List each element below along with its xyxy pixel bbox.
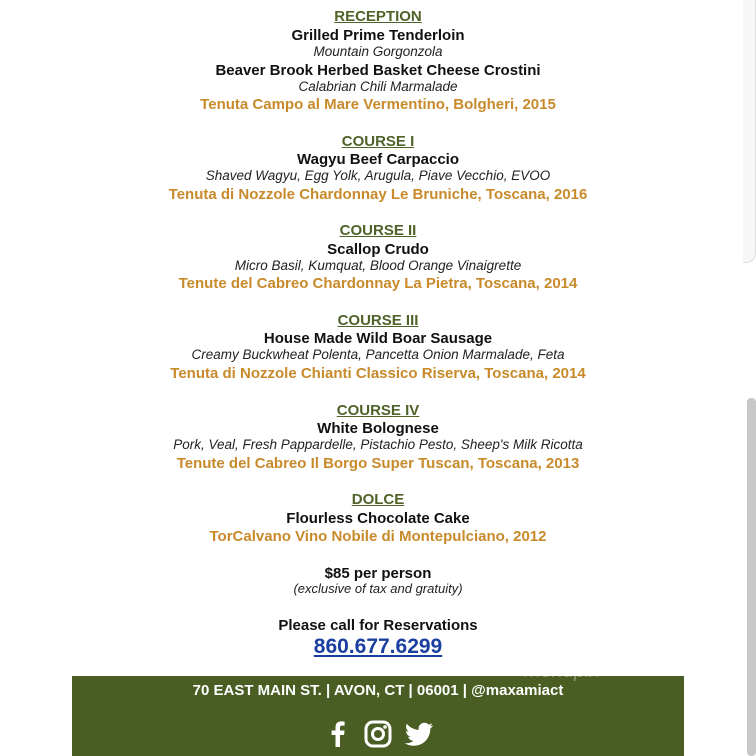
- social-icons: [72, 720, 684, 748]
- section-heading-course-1: COURSE I: [341, 133, 415, 150]
- footer-address: 70 EAST MAIN ST. | AVON, CT | 06001 | @maxamiact: [192, 682, 564, 699]
- dish-name: House Made Wild Boar Sausage: [263, 330, 493, 347]
- dish-description: Calabrian Chili Marmalade: [298, 79, 458, 94]
- phone-row: [0, 635, 756, 659]
- section-heading-reception: RECEPTION: [334, 8, 422, 25]
- section-heading-dolce: DOLCE: [351, 491, 405, 508]
- dish-name: White Bolognese: [317, 420, 439, 437]
- dish-description: Pork, Veal, Fresh Pappardelle, Pistachio Pesto, Sheep's Milk Ricotta: [173, 437, 583, 452]
- price: $85 per person: [324, 565, 432, 582]
- wine-pairing: Tenuta Campo al Mare Vermentino, Bolgheri, 2015: [200, 96, 556, 113]
- dish-description: Micro Basil, Kumquat, Blood Orange Vinaigrette: [234, 258, 522, 273]
- dish-name: Flourless Chocolate Cake: [286, 510, 470, 527]
- section-heading-course-4: COURSE IV: [336, 402, 420, 419]
- wine-pairing: Tenute del Cabreo Chardonnay La Pietra, Toscana, 2014: [178, 275, 578, 292]
- wine-pairing: Tenute del Cabreo Il Borgo Super Tuscan, Toscana, 2013: [176, 455, 580, 472]
- wine-pairing: Tenuta di Nozzole Chardonnay Le Bruniche, Toscana, 2016: [168, 186, 588, 203]
- twitter-icon[interactable]: [404, 720, 432, 748]
- dish-name: Beaver Brook Herbed Basket Cheese Crostini: [215, 62, 541, 79]
- dish-description: Shaved Wagyu, Egg Yolk, Arugula, Piave Vecchio, EVOO: [205, 168, 551, 183]
- reservations-label: Please call for Reservations: [278, 617, 478, 634]
- footer-bar: [72, 676, 684, 756]
- wine-pairing: TorCalvano Vino Nobile di Montepulciano, 2012: [209, 528, 547, 545]
- dish-name: Wagyu Beef Carpaccio: [297, 151, 459, 168]
- dish-name: Scallop Crudo: [327, 241, 429, 258]
- dish-description: Creamy Buckwheat Polenta, Pancetta Onion Marmalade, Feta: [191, 347, 565, 362]
- section-heading-course-2: COURSE II: [339, 222, 417, 239]
- price-note: (exclusive of tax and gratuity): [293, 581, 463, 596]
- instagram-icon[interactable]: [364, 720, 392, 748]
- wine-pairing: Tenuta di Nozzole Chianti Classico Riserva, Toscana, 2014: [170, 365, 586, 382]
- scrollbar[interactable]: [747, 398, 756, 756]
- phone-link[interactable]: 860.677.6299: [313, 635, 443, 658]
- facebook-icon[interactable]: [324, 720, 352, 748]
- section-heading-course-3: COURSE III: [337, 312, 419, 329]
- watermark: menupix: [524, 660, 600, 682]
- dish-description: Mountain Gorgonzola: [313, 44, 443, 59]
- dish-name: Grilled Prime Tenderloin: [291, 27, 465, 44]
